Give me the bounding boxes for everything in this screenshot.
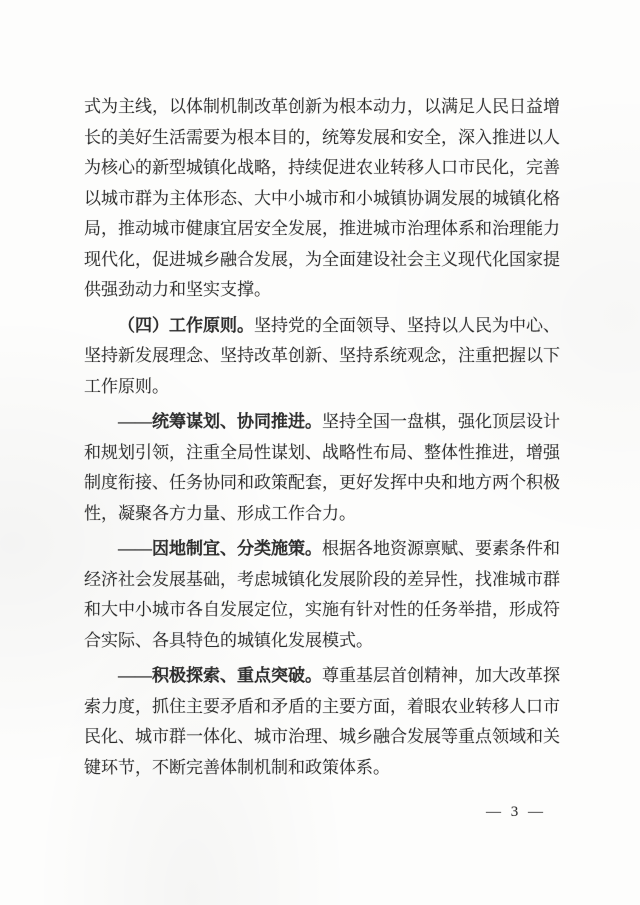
paragraph-continuation [84,92,560,306]
page-number: — 3 — [486,804,546,820]
paragraph-text: 尊重基层首创精神，加大改革探索力度，抓住主要矛盾和矛盾的主要方面，着眼农业转移人口市民化、城市群一体化、城市治理、城乡融合发展等重点领域和关键环节，不断完善体制机制和政策体系。 [84,666,560,777]
paragraph-text: 根据各地资源禀赋、要素条件和经济社会发展基础，考虑城镇化发展阶段的差异性，找准城市群和大中小城市各自发展定位，实施有针对性的任务举措，形成符合实际、各具特色的城镇化发展模式。 [84,539,560,650]
page-footer [486,804,546,821]
paragraph-text: 坚持全国一盘棋，强化顶层设计和规划引领，注重全局性谋划、战略性布局、整体性推进，增强制度衔接、任务协同和政策配套，更好发挥中央和地方两个积极性，凝聚各方力量、形成工作合力。 [84,412,560,523]
paragraph-principle-exploration [84,661,560,783]
paragraph-principle-coordination [84,407,560,529]
paragraph-text: 式为主线，以体制机制改革创新为根本动力，以满足人民日益增长的美好生活需要为根本目的，统筹发展和安全，深入推进以人为核心的新型城镇化战略，持续促进农业转移人口市民化，完善以城市群为主体形态、大中小城市和小城镇协调发展的城镇化格局，推动城市健康宜居安全发展，推进城市治理体系和治理能力现代化，促进城乡融合发展，为全面建设社会主义现代化国家提供强劲动力和坚实支撑。 [84,97,560,299]
document-body [84,92,560,788]
paragraph-lead: ——因地制宜、分类施策。 [118,539,322,558]
paragraph-lead: ——积极探索、重点突破。 [118,666,322,685]
paragraph-work-principles [84,311,560,403]
paragraph-lead: ——统筹谋划、协同推进。 [118,412,322,431]
paragraph-lead: （四）工作原则。 [118,315,254,335]
paragraph-principle-local-conditions [84,534,560,656]
paragraph-text: 坚持党的全面领导、坚持以人民为中心、坚持新发展理念、坚持改革创新、坚持系统观念，注重把握以下工作原则。 [84,315,560,396]
